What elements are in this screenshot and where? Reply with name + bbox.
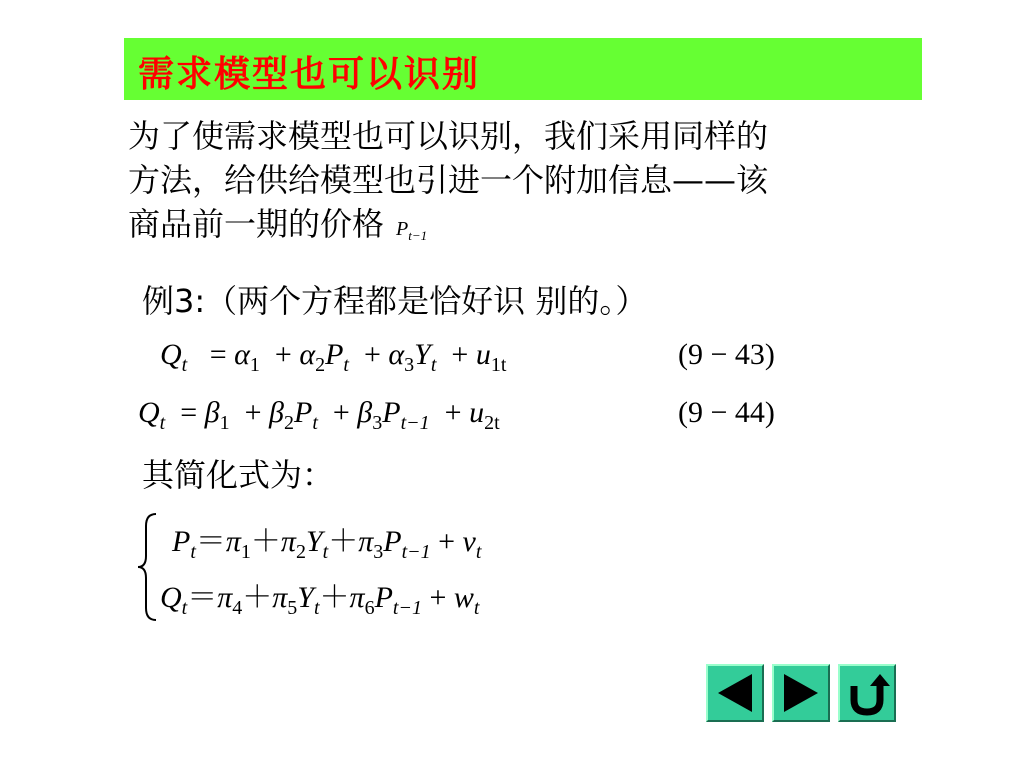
equation-9-44: $Q_t = \beta_1 + \beta_2P_t + \beta_3P_{t-1} + u_{2t}$ (9 − 44)	[138, 396, 775, 434]
para-line-3	[128, 202, 928, 258]
return-button[interactable]	[838, 664, 896, 722]
slide-title: 需求模型也可以识别	[138, 53, 481, 95]
navigation-bar	[706, 664, 900, 722]
para-line-2: 方法，给供给模型也引进一个附加信息——该	[128, 161, 769, 199]
equation-number-9-44: (9 − 44)	[678, 396, 775, 429]
next-button[interactable]	[772, 664, 830, 722]
para-line-3-text: 商品前一期的价格	[128, 205, 385, 243]
equation-number-9-43: (9 − 43)	[678, 338, 775, 371]
triangle-left-icon	[708, 666, 762, 720]
reduced-form-equation-1: $P_t=\pi_1+\pi_2Y_t+\pi_3P_{t-1} + v_t$	[172, 525, 482, 563]
left-brace-icon	[136, 512, 158, 622]
simplified-form-label: 其简化式为：	[142, 456, 335, 494]
title-bar	[124, 38, 922, 100]
para-line-1: 为了使需求模型也可以识别，我们采用同样的	[128, 117, 769, 155]
triangle-right-icon	[774, 666, 828, 720]
example-label: 例3:（两个方程都是恰好识 别的。）	[142, 282, 648, 320]
lagged-price-symbol: $P_{t-1}$	[396, 218, 428, 243]
intro-paragraph	[128, 114, 928, 258]
prev-button[interactable]	[706, 664, 764, 722]
reduced-form-equation-2: $Q_t=\pi_4+\pi_5Y_t+\pi_6P_{t-1} + w_t$	[160, 581, 480, 619]
u-turn-icon	[840, 666, 894, 720]
equation-9-43: $Q_t = \alpha_1 + \alpha_2P_t + \alpha_3Y_t + u_{1t}$ (9 − 43)	[160, 338, 775, 376]
